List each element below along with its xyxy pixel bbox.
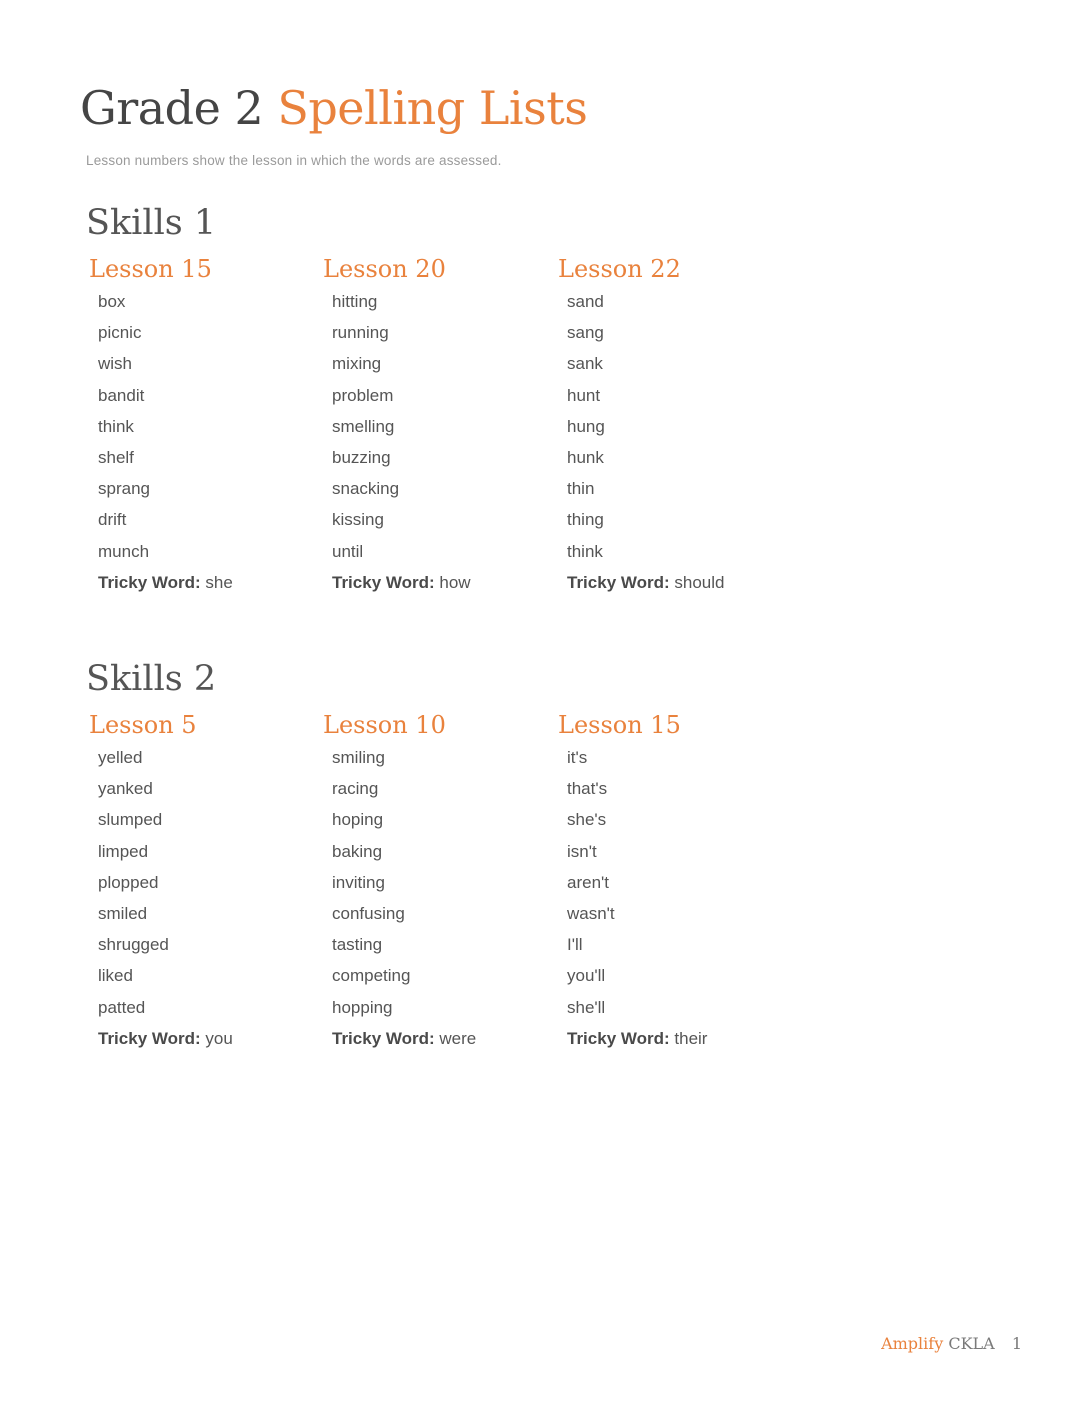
spelling-word: munch	[98, 541, 150, 561]
page-footer	[881, 1334, 1022, 1353]
spelling-word: drift	[98, 510, 127, 530]
spelling-word: racing	[332, 779, 379, 799]
tricky-word: she	[205, 572, 233, 592]
tricky-word-row	[98, 1023, 319, 1054]
spelling-word: hung	[567, 416, 605, 436]
spelling-word: plopped	[98, 872, 159, 892]
spelling-word: hitting	[332, 292, 378, 311]
spelling-word: shelf	[98, 447, 134, 467]
spelling-word: until	[332, 541, 364, 561]
spelling-word: thing	[567, 510, 604, 530]
spelling-word: smiling	[332, 748, 385, 767]
lesson-title: Lesson 15	[89, 255, 212, 283]
spelling-word: liked	[98, 966, 133, 986]
spelling-word: yanked	[98, 779, 153, 799]
spelling-word: she'll	[567, 997, 606, 1017]
lesson-title: Lesson 5	[89, 711, 197, 739]
spelling-word: baking	[332, 841, 383, 861]
spelling-word: thin	[567, 479, 595, 499]
lesson-column	[323, 708, 553, 1054]
spelling-word: that's	[567, 779, 608, 799]
spelling-word: tasting	[332, 935, 383, 955]
section-title: Skills 1	[86, 203, 217, 243]
spelling-word: sang	[567, 323, 604, 343]
tricky-word-row	[332, 1023, 553, 1054]
footer-page-number: 1	[1011, 1334, 1022, 1353]
lesson-title: Lesson 20	[323, 255, 446, 283]
spelling-word: buzzing	[332, 447, 391, 467]
page-subtitle: Lesson numbers show the lesson in which the words are assessed.	[86, 153, 502, 168]
spelling-word: slumped	[98, 810, 163, 830]
spelling-word: smelling	[332, 416, 395, 436]
spelling-word: kissing	[332, 510, 384, 530]
tricky-word-row	[332, 567, 553, 598]
lesson-columns	[86, 246, 846, 606]
spelling-word: mixing	[332, 354, 382, 374]
spelling-word: box	[98, 292, 126, 311]
lesson-title: Lesson 22	[558, 255, 681, 283]
lesson-column	[89, 708, 319, 1054]
tricky-word-label: Tricky Word:	[98, 572, 201, 592]
tricky-word-label: Tricky Word:	[567, 1028, 670, 1048]
tricky-word-label: Tricky Word:	[98, 1028, 201, 1048]
tricky-word-label: Tricky Word:	[332, 572, 435, 592]
tricky-word: you	[205, 1028, 233, 1048]
spelling-word: inviting	[332, 872, 385, 892]
tricky-word-row	[567, 1023, 788, 1054]
spelling-word: bandit	[98, 385, 145, 405]
tricky-word-row	[567, 567, 788, 598]
lesson-column	[323, 252, 553, 598]
tricky-word-label: Tricky Word:	[332, 1028, 435, 1048]
spelling-word: hunt	[567, 385, 601, 405]
spelling-word: she's	[567, 810, 607, 830]
spelling-word: wasn't	[567, 903, 615, 923]
section-skills-1	[86, 200, 846, 606]
page-title	[80, 78, 587, 138]
spelling-word: aren't	[567, 872, 609, 892]
spelling-word: hunk	[567, 447, 604, 467]
word-list	[89, 742, 319, 1054]
word-list	[558, 742, 788, 1054]
spelling-word: yelled	[98, 748, 143, 767]
section-title: Skills 2	[86, 659, 217, 699]
lesson-title: Lesson 10	[323, 711, 446, 739]
spelling-word: limped	[98, 841, 149, 861]
spelling-word: sand	[567, 292, 604, 311]
spelling-word: hoping	[332, 810, 384, 830]
spelling-word: patted	[98, 997, 146, 1017]
lesson-column	[89, 252, 319, 598]
spelling-word: picnic	[98, 323, 142, 343]
lesson-column	[558, 252, 788, 598]
tricky-word-label: Tricky Word:	[567, 572, 670, 592]
word-list	[323, 286, 553, 598]
spelling-word: hopping	[332, 997, 393, 1017]
tricky-word: how	[439, 572, 471, 592]
spelling-word: wish	[98, 354, 133, 374]
spelling-word: I'll	[567, 935, 583, 955]
spelling-word: confusing	[332, 903, 405, 923]
lesson-columns	[86, 702, 846, 1062]
tricky-word: their	[674, 1028, 708, 1048]
lesson-title: Lesson 15	[558, 711, 681, 739]
spelling-word: isn't	[567, 841, 597, 861]
spelling-word: problem	[332, 385, 394, 405]
spelling-word: think	[567, 541, 603, 561]
spelling-word: think	[98, 416, 134, 436]
spelling-word: it's	[567, 748, 588, 767]
footer-brand: Amplify	[881, 1334, 944, 1353]
footer-product: CKLA	[948, 1334, 995, 1353]
spelling-word: snacking	[332, 479, 400, 499]
tricky-word: were	[439, 1028, 477, 1048]
word-list	[558, 286, 788, 598]
lesson-column	[558, 708, 788, 1054]
spelling-word: running	[332, 323, 389, 343]
spelling-word: sprang	[98, 479, 150, 499]
tricky-word-row	[98, 567, 319, 598]
spelling-word: smiled	[98, 903, 148, 923]
word-list	[89, 286, 319, 598]
tricky-word: should	[674, 572, 725, 592]
section-skills-2	[86, 656, 846, 1062]
spelling-word: shrugged	[98, 935, 169, 955]
page-title-accent: Spelling Lists	[277, 81, 588, 135]
page-title-main: Grade 2	[80, 81, 264, 135]
spelling-word: you'll	[567, 966, 606, 986]
spelling-word: sank	[567, 354, 603, 374]
spelling-word: competing	[332, 966, 411, 986]
word-list	[323, 742, 553, 1054]
